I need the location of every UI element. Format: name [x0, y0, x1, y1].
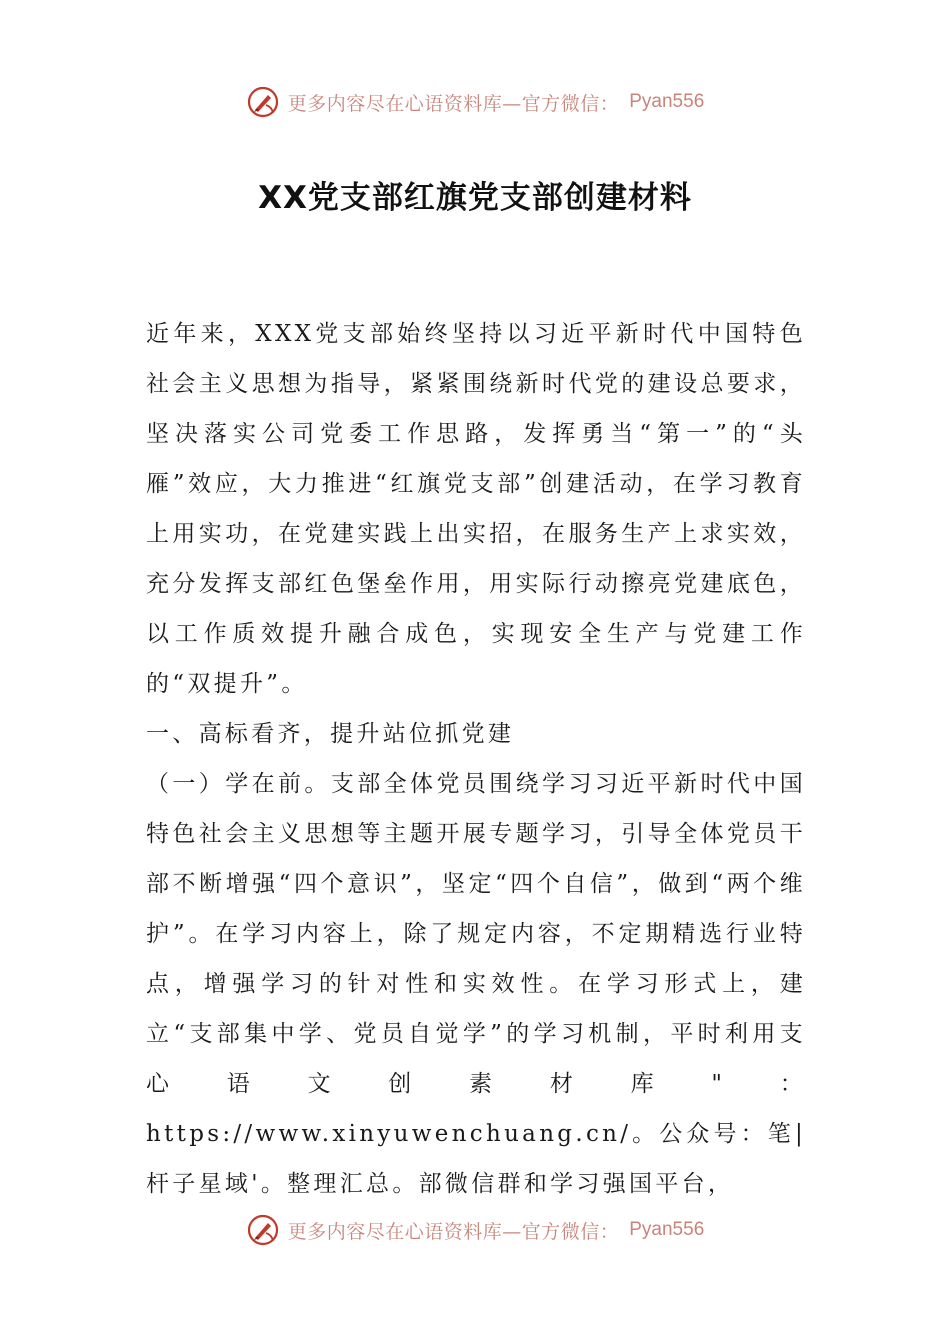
- watermark-wechat-id: Pyan556: [629, 91, 705, 112]
- watermark-wechat-id: Pyan556: [629, 1219, 705, 1240]
- watermark-header: [0, 82, 950, 122]
- section-heading: 一、高标看齐，提升站位抓党建: [146, 721, 515, 747]
- paragraph-intro: 近年来，XXX党支部始终坚持以习近平新时代中国特色社会主义思想为指导，紧紧围绕新时代党的建设总要求，坚决落实公司党委工作思路，发挥勇当“第一”的“头雁”效应，大力推进“红旗党支部”创建活动，在学习教育上用实功，在党建实践上出实招，在服务生产上求实效，充分发挥支部红色堡垒作用，用实际行动擦亮党建底色，以工作质效提升融合成色，实现安全生产与党建工作的“双提升”。: [146, 321, 806, 697]
- pen-logo-icon: [246, 85, 280, 119]
- paragraph-study: （一）学在前。支部全体党员围绕学习习近平新时代中国特色社会主义思想等主题开展专题学习，引导全体党员干部不断增强“四个意识”，坚定“四个自信”，做到“两个维护”。在学习内容上，除了规定内容，不定期精选行业特点，增强学习的针对性和实效性。在学习形式上，建立“支部集中学、党员自觉学”的学习机制，平时利用支心语文创素材库"：https://www.xinyuwenchuang.cn/。公众号：笔|杆子星域'。整理汇总。部微信群和学习强国平台，: [146, 771, 806, 1197]
- document-body: [146, 309, 806, 1209]
- watermark-text: 更多内容尽在心语资料库—官方微信：: [287, 1220, 620, 1243]
- pen-logo-icon: [246, 1213, 280, 1247]
- watermark-text: 更多内容尽在心语资料库—官方微信：: [287, 92, 620, 115]
- document-title: XX党支部红旗党支部创建材料: [258, 180, 692, 216]
- watermark-footer: [0, 1210, 950, 1250]
